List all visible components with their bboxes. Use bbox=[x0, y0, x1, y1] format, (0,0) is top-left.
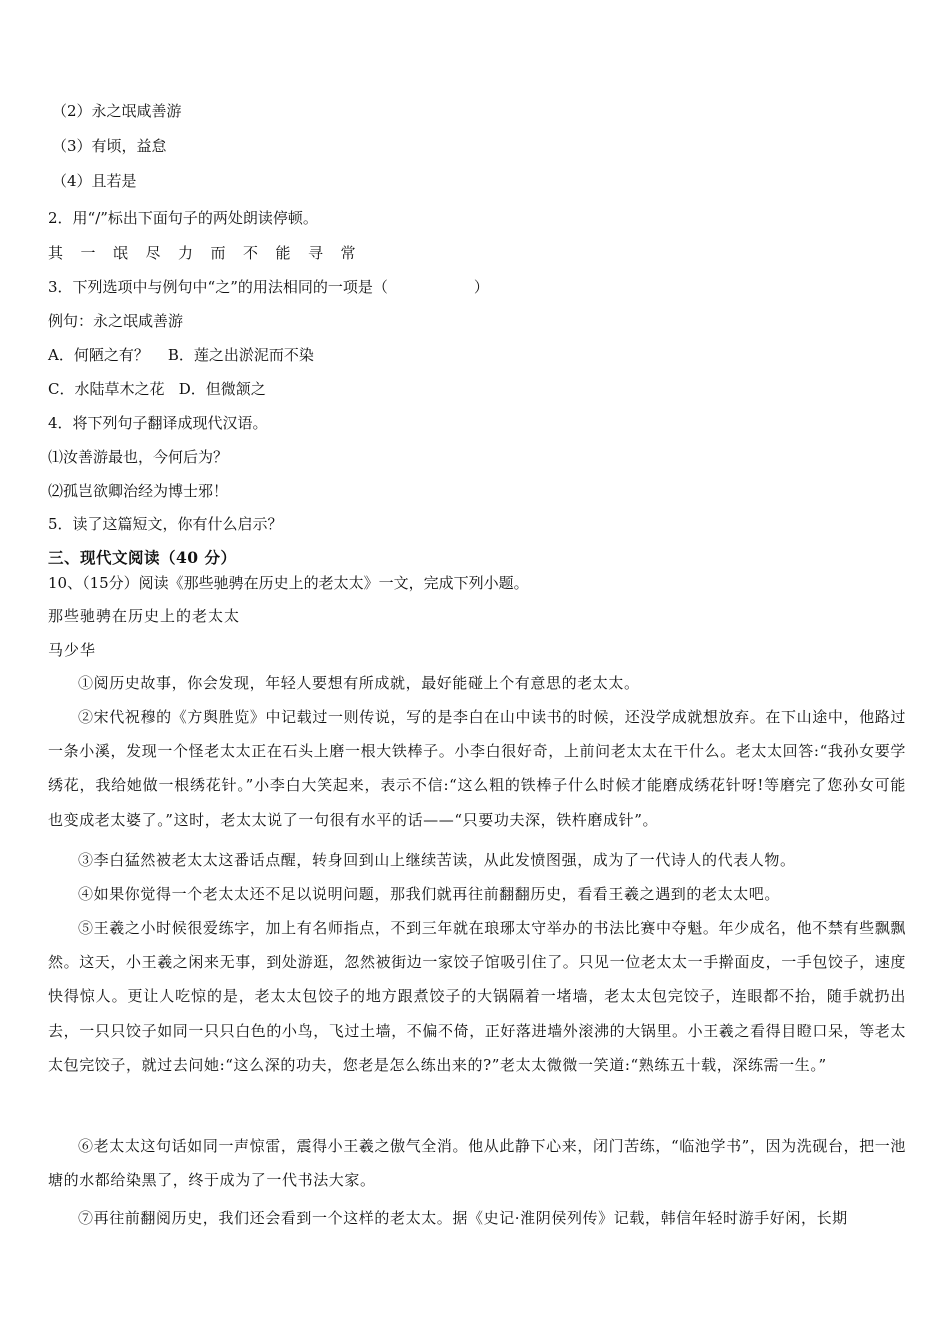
article-paragraph-5: ⑤王羲之小时候很爱练字，加上有名师指点，不到三年就在琅琊太守举办的书法比赛中夺魁。年少成名，他不禁有些飘飘然。这天，小王羲之闲来无事，到处游逛，忽然被街边一家饺子馆吸引住了。只见一位老太太一手擀面皮，一手包饺子，速度快得惊人。更让人吃惊的是，老太太包饺子的地方跟煮饺子的大锅隔着一堵墙，老太太包完饺子，连眼都不抬，随手就扔出去，一只只饺子如同一只只白色的小鸟，飞过土墙，不偏不倚，正好落进墙外滚沸的大锅里。小王羲之看得目瞪口呆，等老太太包完饺子，就过去问她:“这么深的功夫，您老是怎么练出来的?”老太太微微一笑道:“熟练五十载，深练需一生。” bbox=[48, 919, 907, 1074]
article-paragraph-6: ⑥老太太这句话如同一声惊雷，震得小王羲之傲气全消。他从此静下心来，闭门苦练，“临池学书”，因为洗砚台，把一池塘的水都给染黑了，终于成为了一代书法大家。 bbox=[48, 1137, 906, 1190]
article-paragraph-4: ④如果你觉得一个老太太还不足以说明问题，那我们就再往前翻翻历史，看看王羲之遇到的老太太吧。 bbox=[78, 885, 781, 903]
question-3-prompt-text: 3．下列选项中与例句中“之”的用法相同的一项是（ bbox=[48, 278, 388, 296]
vocab-item-3: （3）有顷，益怠 bbox=[52, 137, 167, 155]
question-3-options-cd: C．水陆草木之花 D．但微颔之 bbox=[48, 380, 266, 398]
question-3-prompt-close: ） bbox=[473, 278, 489, 296]
question-3-prompt bbox=[48, 277, 908, 297]
section-three-heading: 三、现代文阅读（40 分） bbox=[48, 548, 237, 567]
question-4-sentence-2: ⑵孤岂欲卿治经为博士邪！ bbox=[48, 482, 229, 500]
article-paragraph-1: ①阅历史故事，你会发现，年轻人要想有所成就，最好能碰上个有意思的老太太。 bbox=[78, 674, 640, 692]
question-2-prompt: 2．用“/”标出下面句子的两处朗读停顿。 bbox=[48, 209, 318, 227]
article-paragraph-2: ②宋代祝穆的《方舆胜览》中记载过一则传说，写的是李白在山中读书的时候，还没学成就想放弃。在下山途中，他路过一条小溪，发现一个怪老太太正在石头上磨一根大铁棒子。小李白很好奇，上前问老太太在干什么。老太太回答:“我孙女要学绣花，我给她做一根绣花针。”小李白大笑起来，表示不信:“这么粗的铁棒子什么时候才能磨成绣花针呀!等磨完了您孙女可能也变成老太婆了。”这时，老太太说了一句很有水平的话——“只要功夫深，铁杵磨成针”。 bbox=[48, 708, 906, 829]
article-author: 马少华 bbox=[48, 641, 97, 659]
vocab-item-2: （2）永之氓咸善游 bbox=[52, 102, 182, 120]
question-4-prompt: 4．将下列句子翻译成现代汉语。 bbox=[48, 414, 268, 432]
question-3-example: 例句：永之氓咸善游 bbox=[48, 312, 184, 330]
question-4-sentence-1: ⑴汝善游最也，今何后为？ bbox=[48, 448, 229, 466]
question-2-sentence: 其一氓尽力而不能寻常 bbox=[48, 244, 374, 262]
question-3-options-ab: A．何陋之有？ B．莲之出淤泥而不染 bbox=[48, 346, 314, 364]
question-5-prompt: 5．读了这篇短文，你有什么启示？ bbox=[48, 515, 283, 533]
article-paragraph-3: ③李白猛然被老太太这番话点醒，转身回到山上继续苦读，从此发愤图强，成为了一代诗人的代表人物。 bbox=[78, 851, 796, 869]
question-10-prompt: 10、（15分）阅读《那些驰骋在历史上的老太太》一文，完成下列小题。 bbox=[48, 574, 529, 592]
article-title: 那些驰骋在历史上的老太太 bbox=[48, 607, 241, 625]
vocab-item-4: （4）且若是 bbox=[52, 172, 137, 190]
article-paragraph-7: ⑦再往前翻阅历史，我们还会看到一个这样的老太太。据《史记·淮阴侯列传》记载，韩信年轻时游手好闲，长期 bbox=[78, 1209, 848, 1227]
